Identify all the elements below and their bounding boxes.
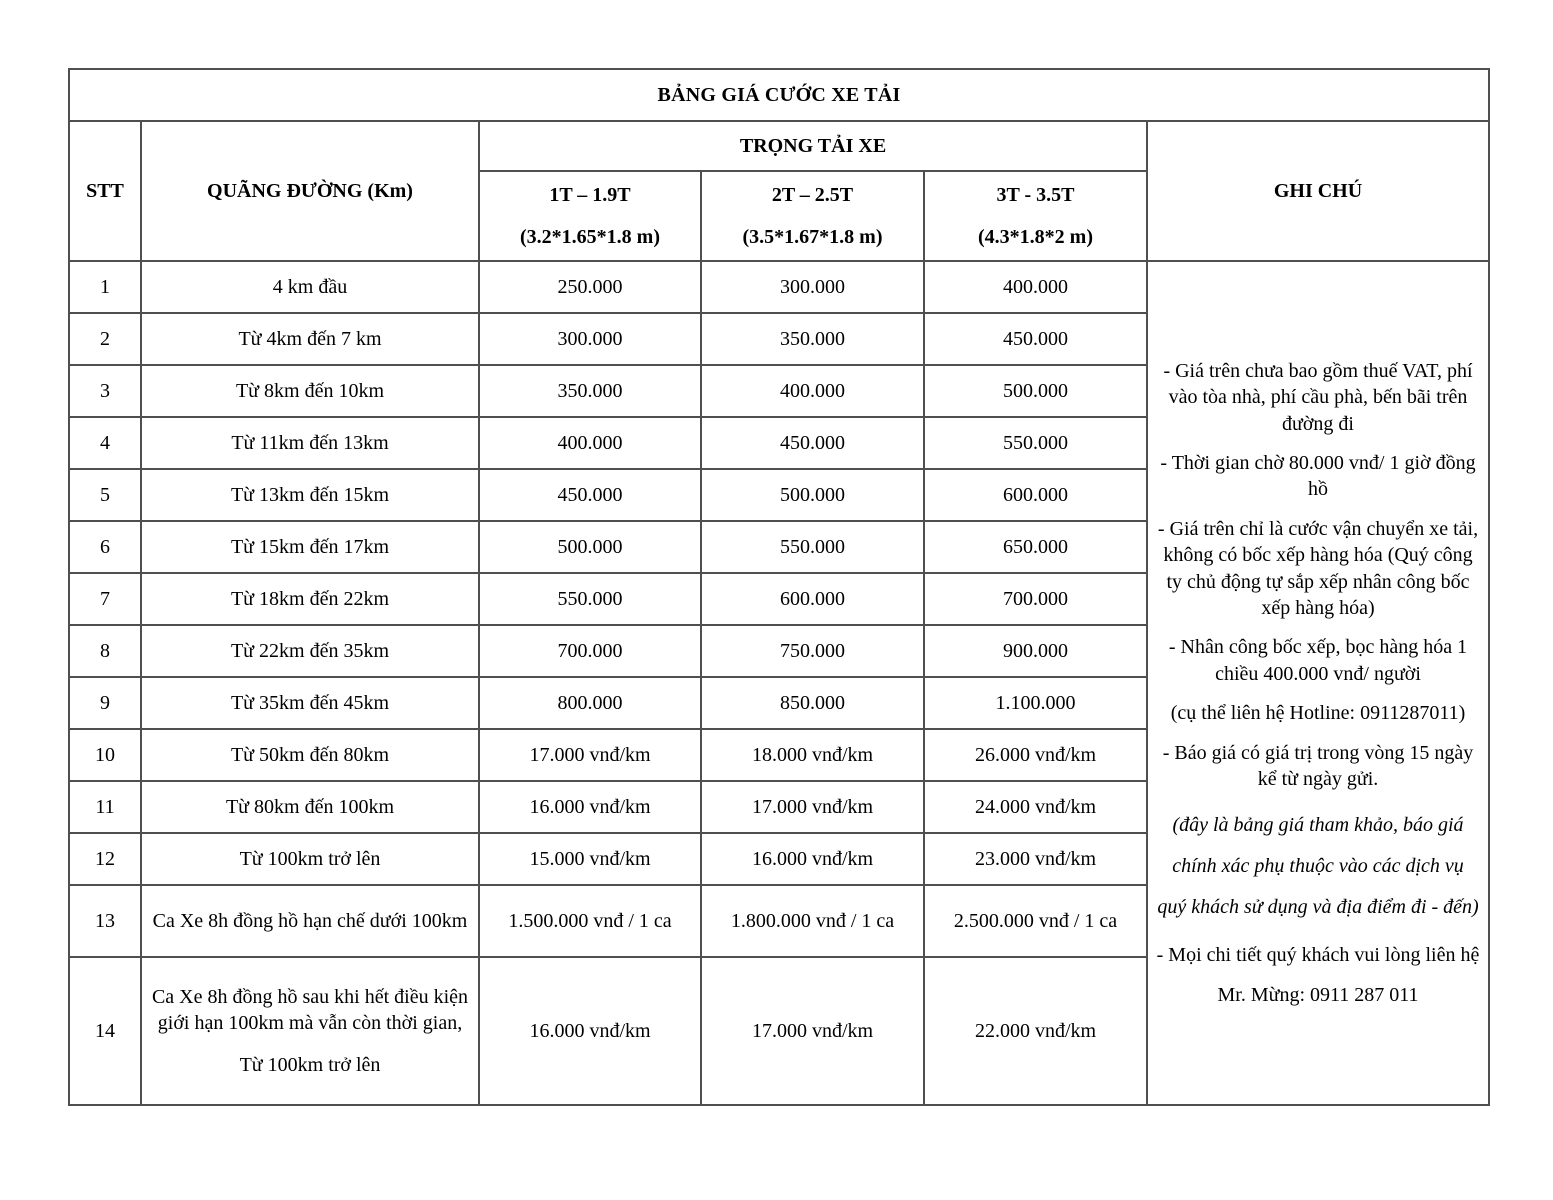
row-stt: 6 [69,521,141,573]
row-route: 4 km đầu [141,261,479,313]
row-route: Từ 22km đến 35km [141,625,479,677]
row-price-3t: 600.000 [924,469,1147,521]
row-price-2t: 600.000 [701,573,924,625]
row-price-3t: 26.000 vnđ/km [924,729,1147,781]
row-stt: 10 [69,729,141,781]
row-price-1t: 1.500.000 vnđ / 1 ca [479,885,701,957]
row-stt: 5 [69,469,141,521]
row-route: Từ 13km đến 15km [141,469,479,521]
row-price-2t: 750.000 [701,625,924,677]
tonnage-1t-dims: (3.2*1.65*1.8 m) [520,226,660,248]
row-price-2t: 300.000 [701,261,924,313]
row-price-3t: 24.000 vnđ/km [924,781,1147,833]
row-price-1t: 450.000 [479,469,701,521]
row-price-2t: 550.000 [701,521,924,573]
row-price-1t: 400.000 [479,417,701,469]
row-stt: 11 [69,781,141,833]
row-stt: 3 [69,365,141,417]
header-col-3t [924,171,1147,261]
header-stt: STT [69,121,141,261]
tonnage-3t-dims: (4.3*1.8*2 m) [978,226,1093,248]
row-route-line1: Ca Xe 8h đồng hồ sau khi hết điều kiện giới hạn 100km mà vẫn còn thời gian, [151,986,469,1034]
row-price-1t: 17.000 vnđ/km [479,729,701,781]
row-price-2t: 400.000 [701,365,924,417]
row-stt: 4 [69,417,141,469]
row-price-1t: 300.000 [479,313,701,365]
row-stt: 2 [69,313,141,365]
row-price-1t: 16.000 vnđ/km [479,781,701,833]
row-route: Từ 18km đến 22km [141,573,479,625]
row-route-line2: Từ 100km trở lên [239,1054,381,1076]
row-price-2t: 18.000 vnđ/km [701,729,924,781]
row-price-1t: 500.000 [479,521,701,573]
page-title: BẢNG GIÁ CƯỚC XE TẢI [69,69,1489,121]
row-stt: 8 [69,625,141,677]
row-price-2t: 450.000 [701,417,924,469]
row-price-3t: 23.000 vnđ/km [924,833,1147,885]
header-notes: GHI CHÚ [1147,121,1489,261]
notes-cell [1147,261,1489,1105]
title-row [69,69,1489,121]
row-route: Từ 8km đến 10km [141,365,479,417]
note-item: - Mọi chi tiết quý khách vui lòng liên hệ [1156,944,1480,967]
note-item: - Giá trên chưa bao gồm thuế VAT, phí vào tòa nhà, phí cầu phà, bến bãi trên đường đi [1163,359,1473,435]
row-stt: 1 [69,261,141,313]
row-route: Từ 80km đến 100km [141,781,479,833]
row-price-3t: 650.000 [924,521,1147,573]
row-route: Từ 50km đến 80km [141,729,479,781]
row-price-1t: 550.000 [479,573,701,625]
note-item: - Nhân công bốc xếp, bọc hàng hóa 1 chiều 400.000 vnđ/ người [1168,636,1468,685]
row-price-1t: 350.000 [479,365,701,417]
header-route: QUÃNG ĐƯỜNG (Km) [141,121,479,261]
note-item: - Giá trên chỉ là cước vận chuyển xe tải, không có bốc xếp hàng hóa (Quý công ty chủ động tự sắp xếp nhân công bốc xếp hàng hóa) [1157,517,1479,619]
row-price-3t: 1.100.000 [924,677,1147,729]
row-price-1t: 16.000 vnđ/km [479,957,701,1105]
row-price-2t: 350.000 [701,313,924,365]
note-item: - Thời gian chờ 80.000 vnđ/ 1 giờ đồng hồ [1160,452,1476,501]
table-row [69,261,1489,313]
row-price-1t: 800.000 [479,677,701,729]
row-price-1t: 250.000 [479,261,701,313]
row-route [141,957,479,1105]
row-price-2t: 17.000 vnđ/km [701,957,924,1105]
row-stt: 12 [69,833,141,885]
header-col-2t [701,171,924,261]
row-price-3t: 700.000 [924,573,1147,625]
row-price-3t: 500.000 [924,365,1147,417]
row-price-2t: 17.000 vnđ/km [701,781,924,833]
note-item: - Báo giá có giá trị trong vòng 15 ngày kể từ ngày gửi. [1162,741,1474,790]
row-price-2t: 500.000 [701,469,924,521]
row-stt: 9 [69,677,141,729]
tonnage-1t-label: 1T – 1.9T [549,184,631,206]
row-route: Từ 35km đến 45km [141,677,479,729]
row-route: Ca Xe 8h đồng hồ hạn chế dưới 100km [141,885,479,957]
row-stt: 13 [69,885,141,957]
row-route: Từ 15km đến 17km [141,521,479,573]
header-col-1t [479,171,701,261]
row-price-3t: 2.500.000 vnđ / 1 ca [924,885,1147,957]
row-price-3t: 22.000 vnđ/km [924,957,1147,1105]
row-price-2t: 1.800.000 vnđ / 1 ca [701,885,924,957]
note-item-disclaimer: (đây là bảng giá tham khảo, báo giá chính xác phụ thuộc vào các dịch vụ quý khách sử dụng và địa điểm đi - đến) [1157,814,1479,919]
row-price-3t: 400.000 [924,261,1147,313]
row-price-2t: 850.000 [701,677,924,729]
note-item: (cụ thể liên hệ Hotline: 0911287011) [1170,702,1466,725]
row-route: Từ 11km đến 13km [141,417,479,469]
row-price-3t: 550.000 [924,417,1147,469]
header-tonnage-group: TRỌNG TẢI XE [479,121,1147,171]
row-price-2t: 16.000 vnđ/km [701,833,924,885]
row-price-3t: 450.000 [924,313,1147,365]
tonnage-2t-label: 2T – 2.5T [771,184,854,206]
row-price-1t: 700.000 [479,625,701,677]
note-contact: Mr. Mừng: 0911 287 011 [1217,983,1419,1006]
tonnage-2t-dims: (3.5*1.67*1.8 m) [742,226,883,248]
row-price-3t: 900.000 [924,625,1147,677]
row-route: Từ 100km trở lên [141,833,479,885]
row-stt: 7 [69,573,141,625]
tonnage-3t-label: 3T - 3.5T [996,184,1075,206]
row-route: Từ 4km đến 7 km [141,313,479,365]
row-price-1t: 15.000 vnđ/km [479,833,701,885]
row-stt: 14 [69,957,141,1105]
truck-price-table [68,68,1490,1106]
header-row-group [69,121,1489,171]
